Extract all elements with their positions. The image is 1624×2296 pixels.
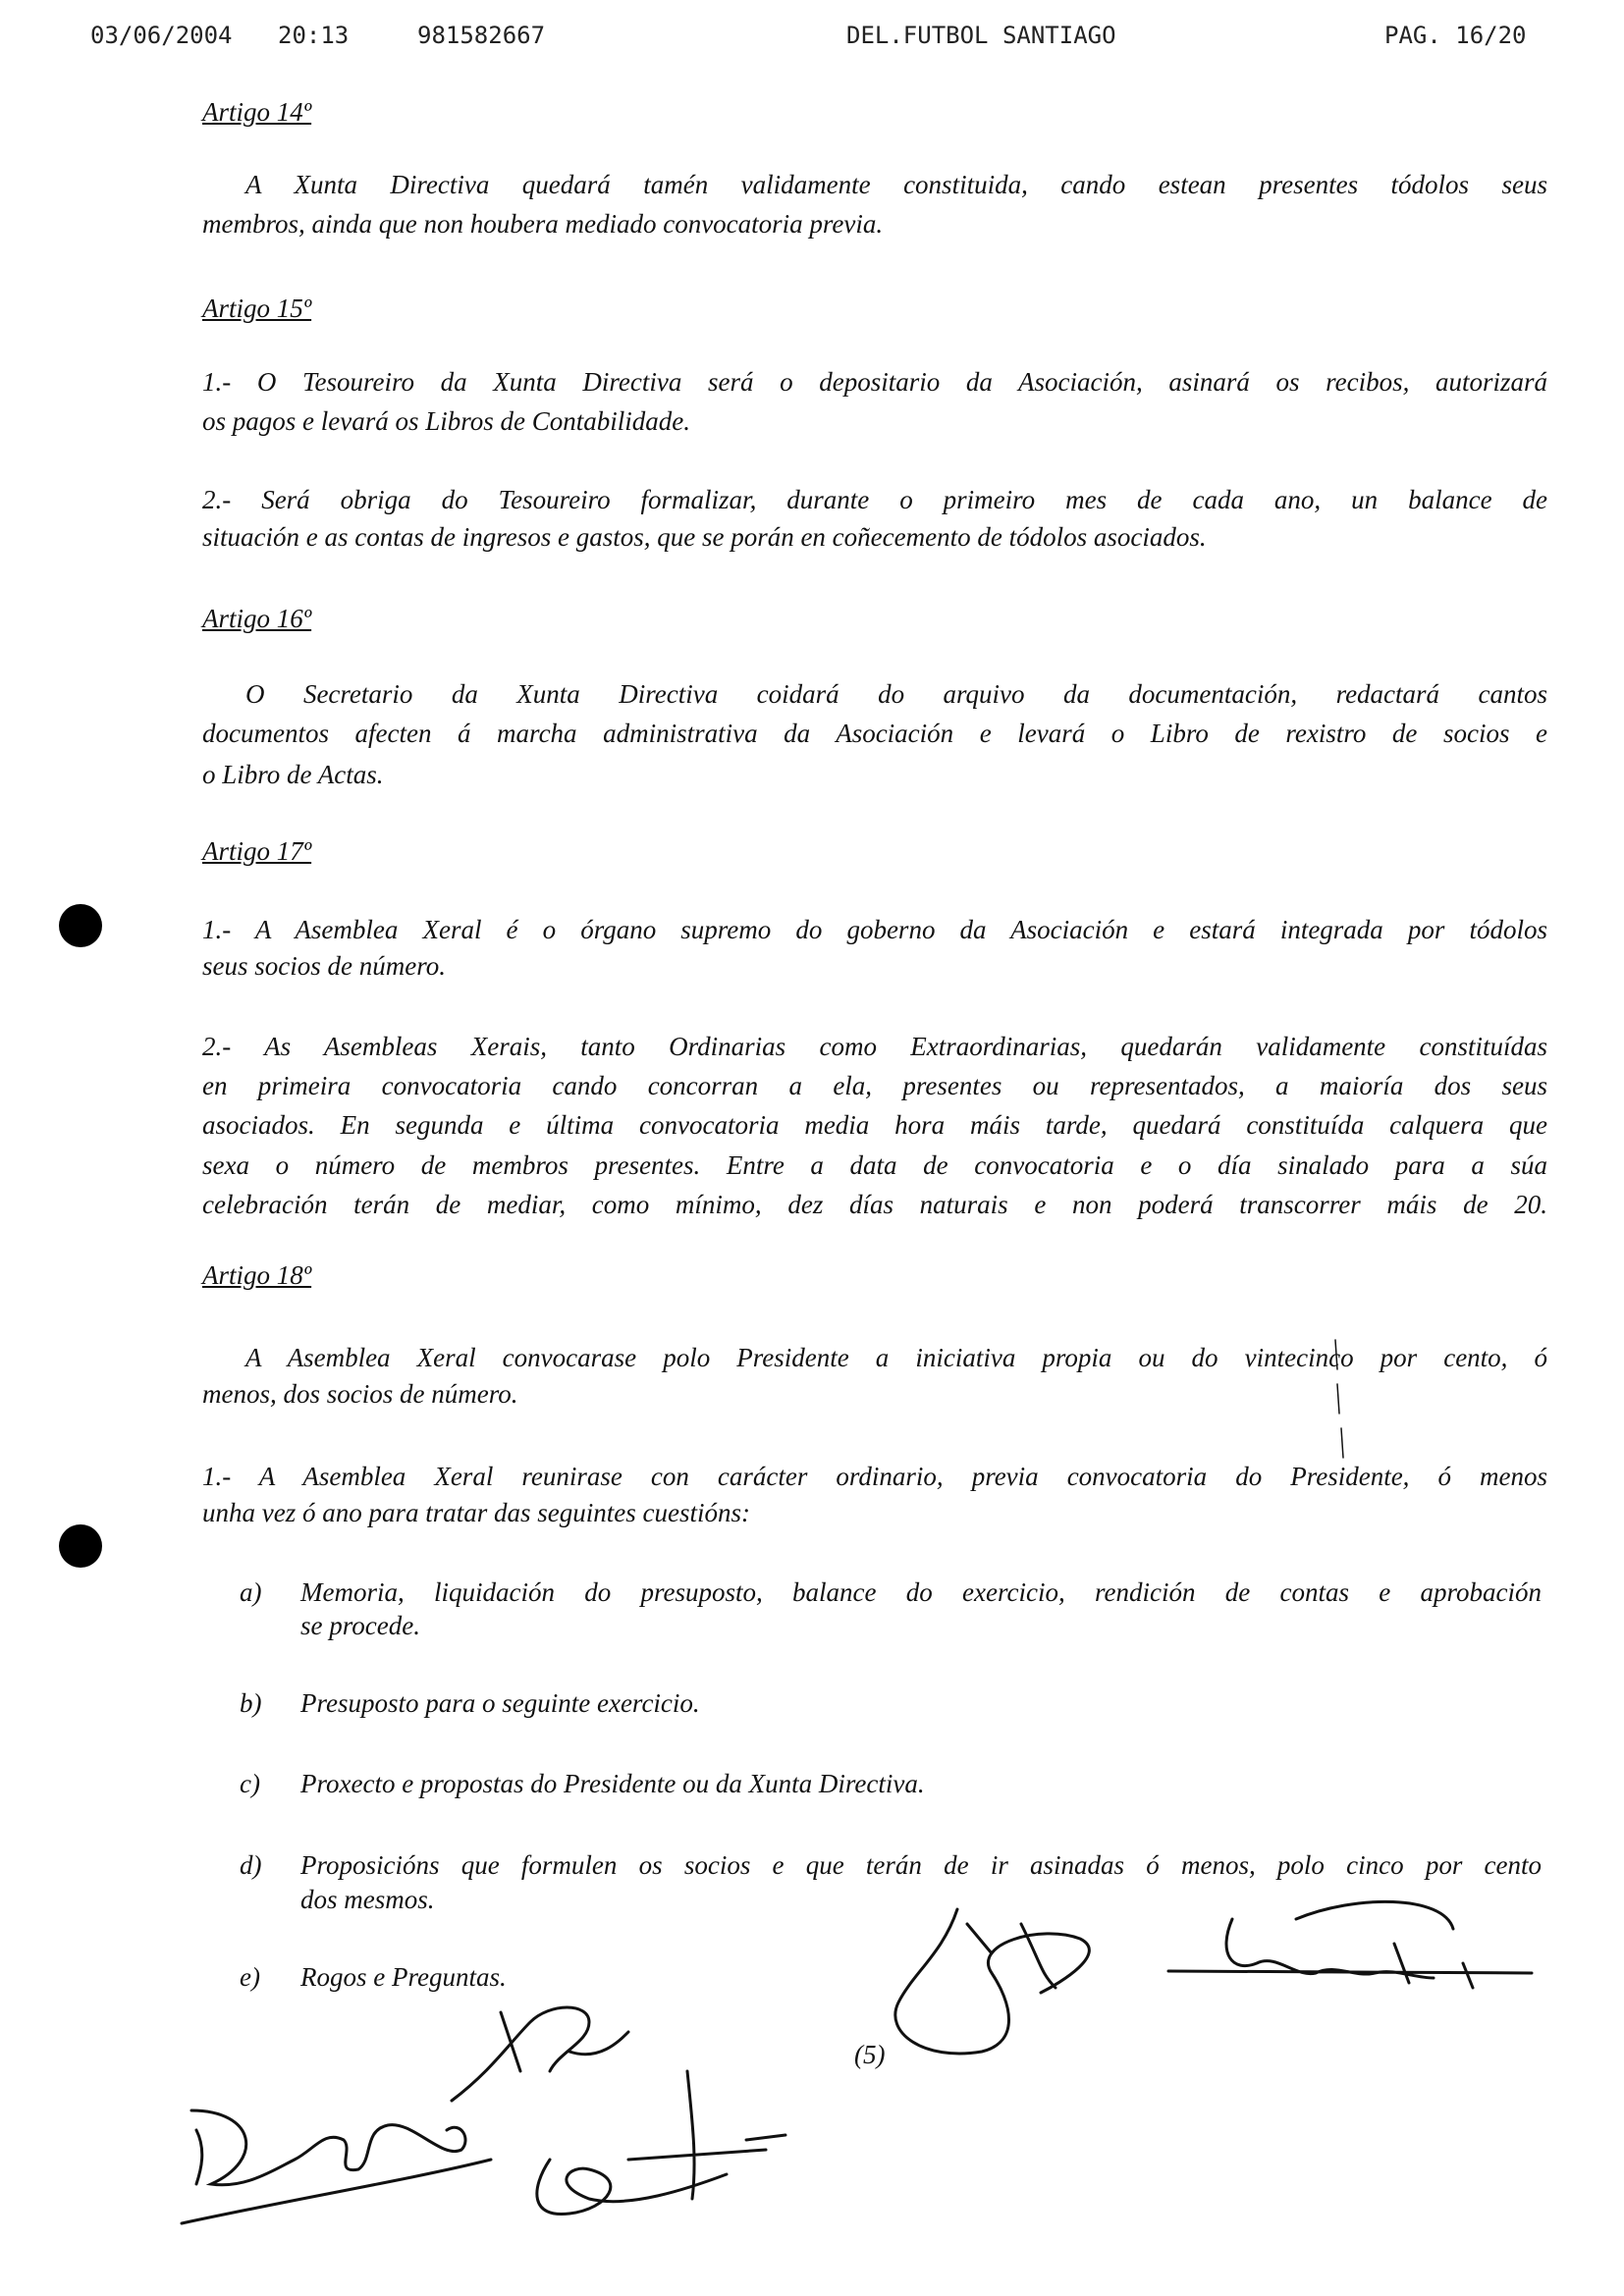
signature — [537, 2071, 785, 2215]
article-16-line: o Libro de Actas. — [202, 760, 384, 789]
article-15-line: 1.- O Tesoureiro da Xunta Directiva será o depositario da Asociación, asinará os recibos, autorizará — [202, 367, 1547, 397]
article-18-line: unha vez ó ano para tratar das seguintes cuestións: — [202, 1498, 750, 1527]
signature — [452, 2007, 628, 2101]
article-18-line: A Asemblea Xeral convocarase polo Presidente a iniciativa propia ou do vintecinco por cento, ó — [245, 1343, 1547, 1372]
article-17-line: en primeira convocatoria cando concorran a ela, presentes ou representados, a maioría dos seus — [202, 1071, 1547, 1100]
item-label: d) — [240, 1850, 262, 1880]
fax-time: 20:13 — [278, 22, 350, 49]
item-text: Proxecto e propostas do Presidente ou da Xunta Directiva. — [300, 1769, 925, 1798]
article-15-heading: Artigo 15º — [202, 294, 312, 323]
signature — [1168, 1901, 1532, 1988]
article-17-line: celebración terán de mediar, como mínimo, dez días naturais e non poderá transcorrer máis de 20. — [202, 1190, 1547, 1219]
article-15-line: os pagos e levará os Libros de Contabilidade. — [202, 406, 690, 436]
article-15-line: 2.- Será obriga do Tesoureiro formalizar, durante o primeiro mes de cada ano, un balance de — [202, 485, 1547, 514]
signature — [1335, 1340, 1343, 1458]
item-text: Memoria, liquidación do presuposto, balance do exercicio, rendición de contas e aprobación — [300, 1577, 1542, 1607]
item-text: Rogos e Preguntas. — [300, 1962, 507, 1992]
signature — [182, 2110, 491, 2223]
article-17-line: asociados. En segunda e última convocatoria media hora máis tarde, quedará constituída calquera que — [202, 1110, 1547, 1140]
fax-page: PAG. 16/20 — [1384, 22, 1527, 49]
article-18-line: 1.- A Asemblea Xeral reunirase con carácter ordinario, previa convocatoria do Presidente, ó menos — [202, 1462, 1547, 1491]
article-18-line: menos, dos socios de número. — [202, 1379, 518, 1409]
page-mark: (5) — [854, 2040, 886, 2069]
article-16-line: O Secretario da Xunta Directiva coidará do arquivo da documentación, redactará cantos — [245, 679, 1547, 709]
fax-number: 981582667 — [417, 22, 546, 49]
article-18-heading: Artigo 18º — [202, 1260, 312, 1290]
article-17-line: 1.- A Asemblea Xeral é o órgano supremo do goberno da Asociación e estará integrada por tódolos — [202, 915, 1547, 944]
article-14-heading: Artigo 14º — [202, 97, 312, 127]
item-text: Presuposto para o seguinte exercicio. — [300, 1688, 700, 1718]
article-17-line: sexa o número de membros presentes. Entre a data de convocatoria e o día sinalado para a súa — [202, 1150, 1547, 1180]
item-text: dos mesmos. — [300, 1885, 435, 1914]
article-16-line: documentos afecten á marcha administrativa da Asociación e levará o Libro de rexistro de socios e — [202, 719, 1547, 748]
article-15-line: situación e as contas de ingresos e gastos, que se porán en coñecemento de tódolos asociados. — [202, 522, 1207, 552]
item-label: b) — [240, 1688, 262, 1718]
article-17-heading: Artigo 17º — [202, 836, 312, 866]
article-14-line: A Xunta Directiva quedará tamén validamente constituida, cando estean presentes tódolos seus — [245, 170, 1547, 199]
fax-sender: DEL.FUTBOL SANTIAGO — [846, 22, 1116, 49]
signature — [895, 1909, 1090, 2054]
article-14-line: membros, ainda que non houbera mediado convocatoria previa. — [202, 209, 884, 239]
item-text: se procede. — [300, 1611, 420, 1640]
item-text: Proposicións que formulen os socios e que terán de ir asinadas ó menos, polo cinco por cento — [300, 1850, 1542, 1880]
fax-date: 03/06/2004 — [90, 22, 233, 49]
article-17-line: 2.- As Asembleas Xerais, tanto Ordinarias como Extraordinarias, quedarán validamente constituídas — [202, 1032, 1547, 1061]
article-16-heading: Artigo 16º — [202, 604, 312, 633]
item-label: c) — [240, 1769, 260, 1798]
article-17-line: seus socios de número. — [202, 951, 446, 981]
item-label: a) — [240, 1577, 262, 1607]
item-label: e) — [240, 1962, 260, 1992]
